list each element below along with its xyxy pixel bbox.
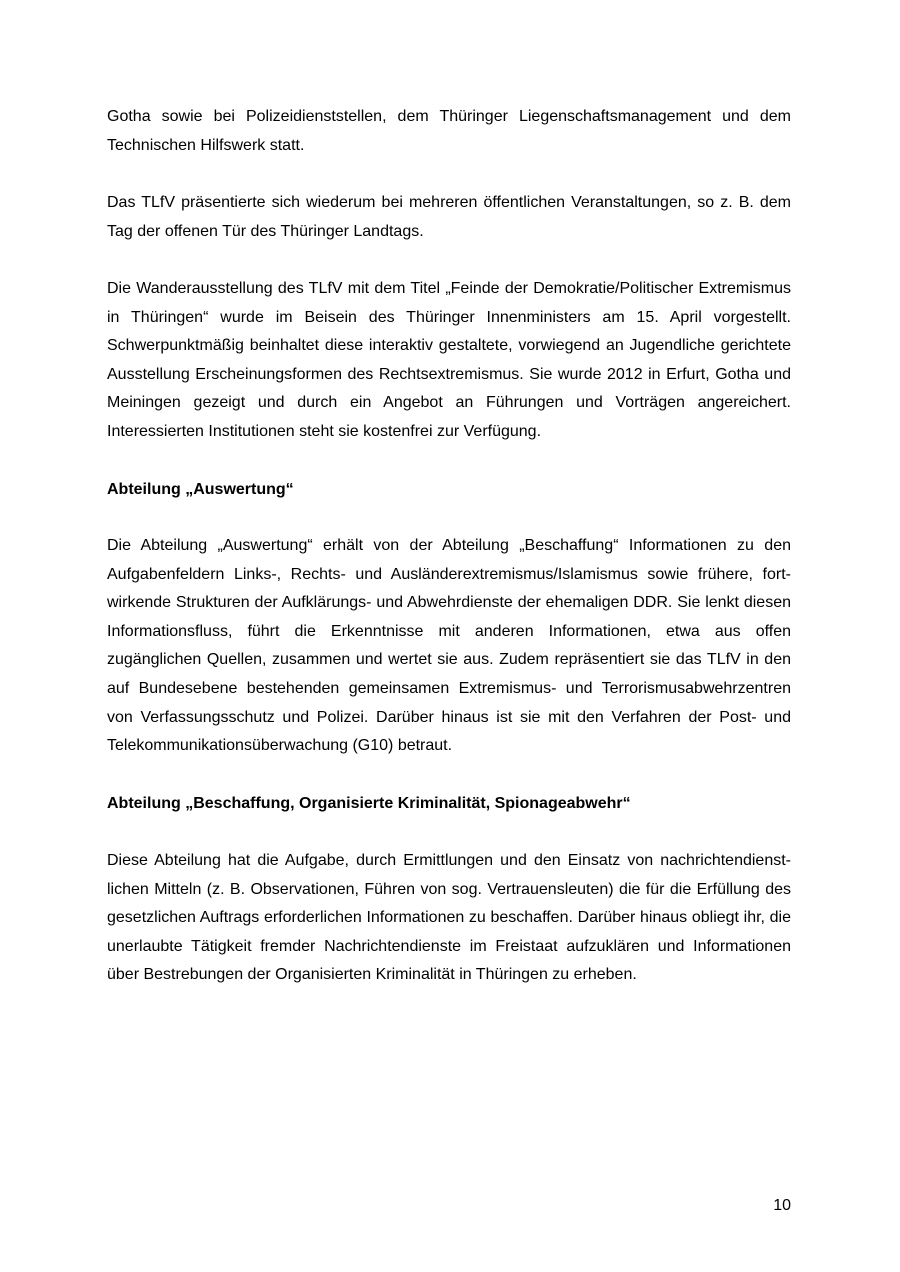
heading-abteilung-auswertung: Abteilung „Auswertung“ — [107, 481, 294, 498]
paragraph-tlfv-veranstaltungen: Das TLfV präsentierte sich wiederum bei mehreren öffentlichen Veranstaltungen, so z. B. dem Tag der offenen Tür des Thüringer Landtags. — [107, 194, 791, 240]
paragraph-gotha-polizeidienststellen: Gotha sowie bei Polizeidienststellen, dem Thüringer Liegenschaftsmanagement und dem Technischen Hilfswerk statt. — [107, 108, 791, 154]
paragraph-abteilung-beschaffung: Diese Abteilung hat die Aufgabe, durch Ermittlungen und den Einsatz von nachrichtendienstlichen Mitteln (z. B. Observationen, Führen von sog. Vertrauensleuten) die für die Erfüllung des gesetzlichen Auftrags erforderlichen Informationen zu beschaffen. Darüber hinaus obliegt ihr, die unerlaubte Tätigkeit fremder Nachrichtendienste im Freistaat aufzuklären und Informationen über Bestrebungen der Organisierten Kriminalität in Thüringen zu erheben. — [107, 852, 791, 984]
heading-abteilung-beschaffung: Abteilung „Beschaffung, Organisierte Kriminalität, Spionageabwehr“ — [107, 795, 631, 812]
paragraph-abteilung-auswertung: Die Abteilung „Auswertung“ erhält von der Abteilung „Beschaffung“ Informationen zu den Aufgabenfeldern Links-, Rechts- und Ausländerextremismus/Islamismus sowie frühere, fortwirkende Strukturen der Aufklärungs- und Abwehrdienste der ehemaligen DDR. Sie lenkt diesen Informationsfluss, führt die Erkenntnisse mit anderen Informationen, etwa aus offen zugänglichen Quellen, zusammen und wertet sie aus. Zudem repräsentiert sie das TLfV in den auf Bundesebene bestehenden gemeinsamen Extremismus- und Terrorismusabwehrzentren von Verfassungsschutz und Polizei. Darüber hinaus ist sie mit den Verfahren der Post- und Telekommunikationsüberwachung (G10) betraut. — [107, 537, 791, 755]
page-number: 10 — [773, 1197, 791, 1214]
paragraph-wanderausstellung: Die Wanderausstellung des TLfV mit dem Titel „Feinde der Demokratie/Politischer Extremismus in Thüringen“ wurde im Beisein des Thüringer Innenministers am 15. April vorgestellt. Schwerpunktmäßig beinhaltet diese interaktiv gestaltete, vorwiegend an Jugendliche gerichtete Ausstellung Erscheinungsformen des Rechtsextremismus. Sie wurde 2012 in Erfurt, Gotha und Meiningen gezeigt und durch ein Angebot an Führungen und Vorträgen angereichert. Interessierten Institutionen steht sie kostenfrei zur Verfügung. — [107, 280, 791, 440]
